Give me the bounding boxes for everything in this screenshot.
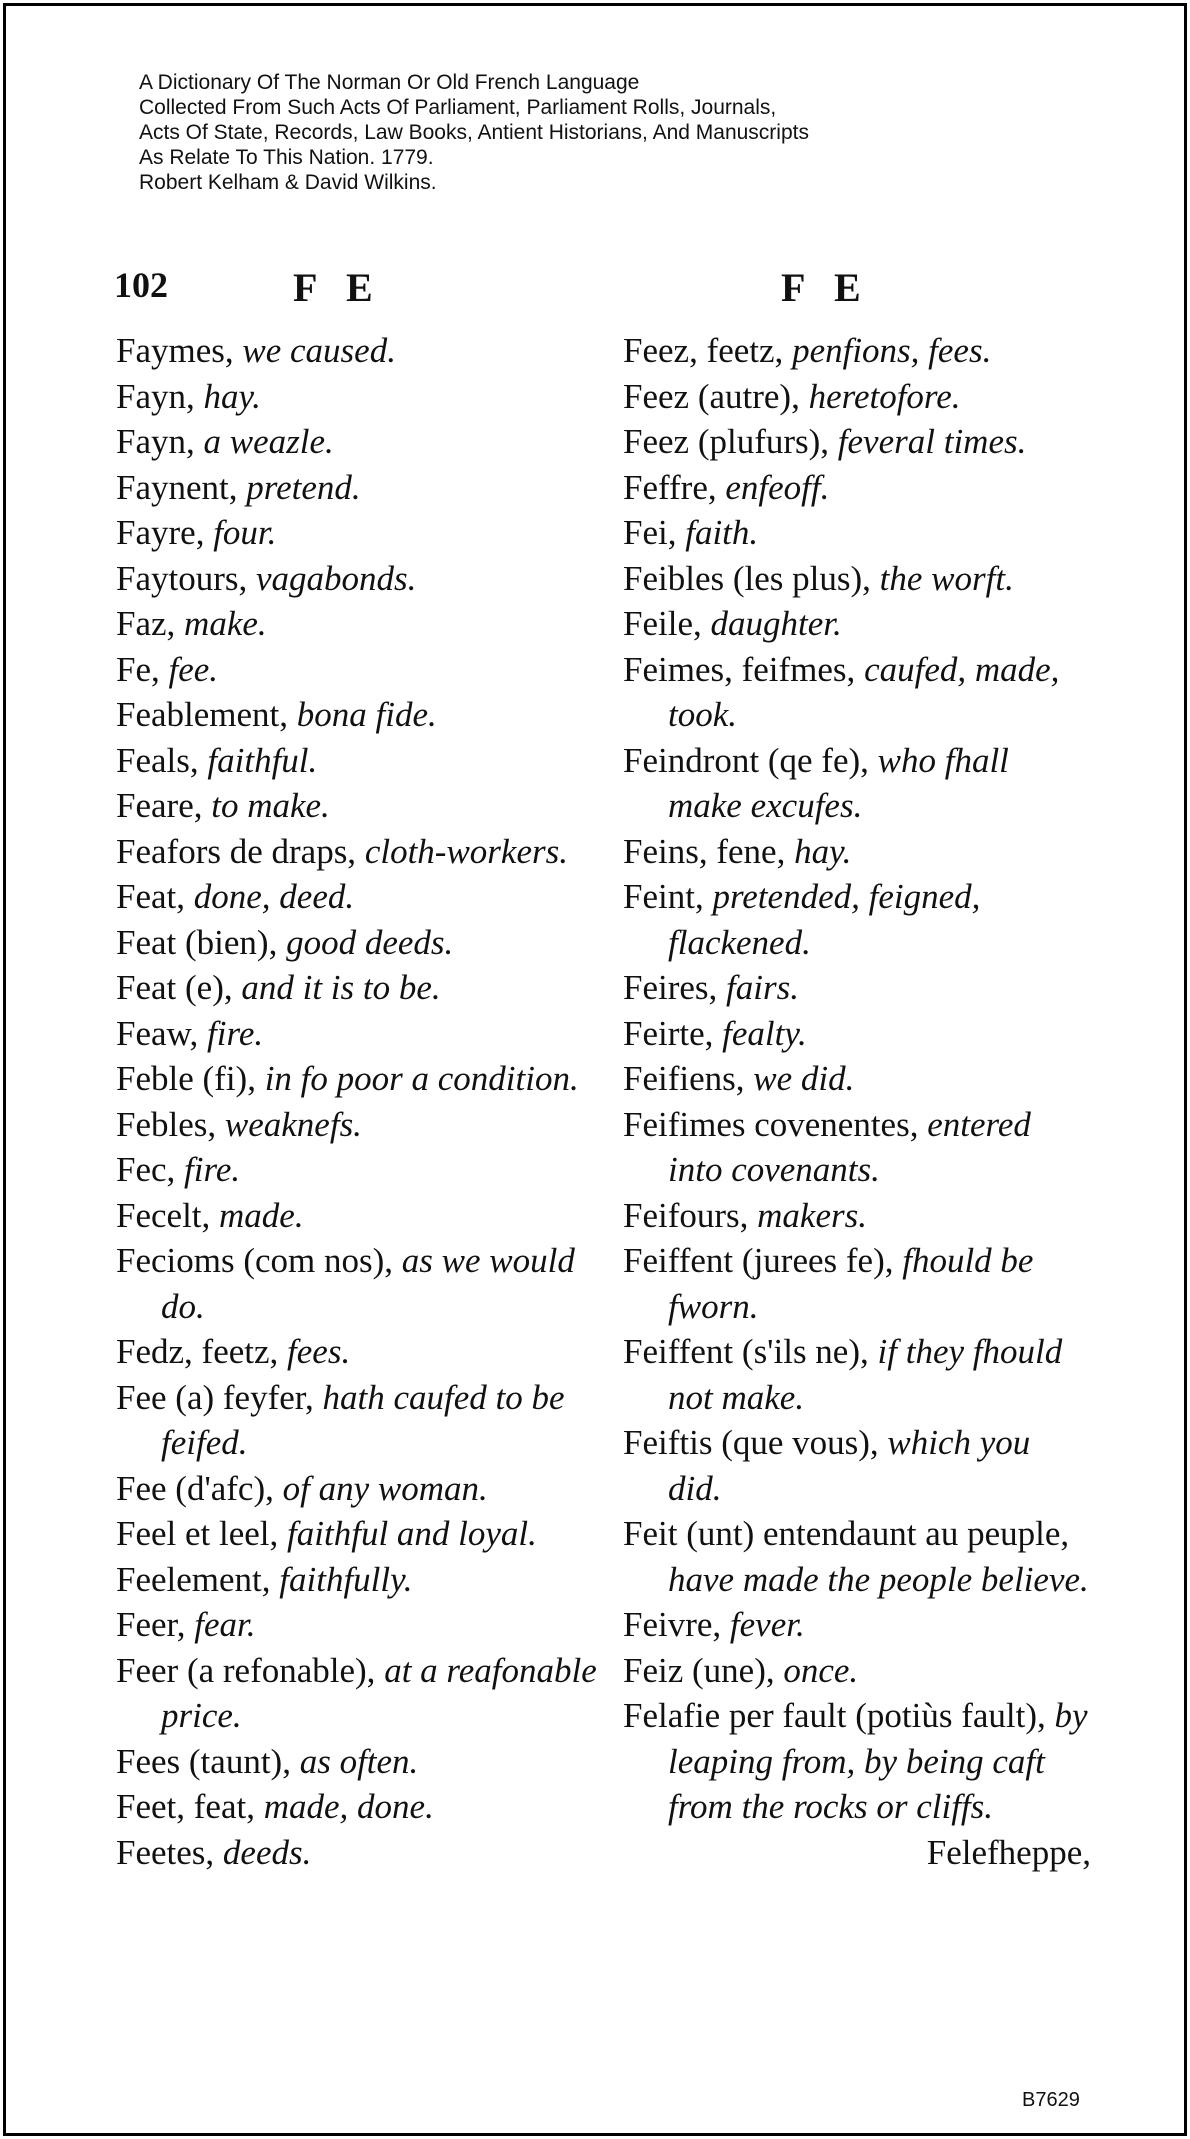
dictionary-entry bbox=[623, 556, 1091, 602]
entry-headword: Fees (taunt), bbox=[116, 1741, 291, 1781]
entry-headword: Feindront (qe fe), bbox=[623, 740, 869, 780]
dictionary-entry bbox=[116, 328, 606, 374]
dictionary-entry bbox=[116, 1466, 606, 1512]
dictionary-entry bbox=[116, 1648, 606, 1739]
entry-headword: Feires, bbox=[623, 968, 718, 1007]
dictionary-entry bbox=[116, 1511, 606, 1557]
entry-gloss: done, deed. bbox=[193, 877, 355, 916]
caption-line: As Relate To This Nation. 1779. bbox=[139, 146, 434, 169]
dictionary-entry bbox=[623, 1693, 1091, 1830]
page-number: 102 bbox=[114, 265, 168, 305]
entry-headword: Fee (a) feyfer, bbox=[116, 1377, 314, 1417]
entry-headword: Fei, bbox=[623, 513, 677, 552]
entry-gloss: daughter. bbox=[710, 604, 842, 643]
caption-block bbox=[139, 70, 809, 195]
dictionary-entry bbox=[623, 1648, 1091, 1694]
entry-headword: Feivre, bbox=[623, 1605, 722, 1644]
dictionary-entry bbox=[623, 1420, 1091, 1511]
entry-gloss: faithfully. bbox=[279, 1559, 413, 1599]
entry-headword: Feez, feetz, bbox=[623, 331, 784, 370]
dictionary-entry bbox=[623, 874, 1091, 965]
dictionary-entry bbox=[116, 738, 606, 784]
dictionary-entry bbox=[116, 374, 606, 420]
entry-headword: Feer (a refonable), bbox=[116, 1650, 376, 1690]
entry-headword: Feffre, bbox=[623, 467, 717, 507]
dictionary-entry bbox=[623, 601, 1091, 647]
entry-gloss: if they fhould not make. bbox=[668, 1332, 1063, 1417]
dictionary-entry bbox=[116, 965, 606, 1011]
entry-gloss: pretend. bbox=[246, 467, 361, 507]
entry-headword: Faz, bbox=[116, 604, 176, 643]
entry-headword: Feit (unt) entendaunt au peuple, bbox=[623, 1514, 1070, 1553]
entry-headword: Febles, bbox=[116, 1104, 217, 1144]
entry-gloss: hay. bbox=[203, 376, 261, 416]
entry-gloss: who fhall make excufes. bbox=[668, 740, 1009, 825]
entry-gloss: to make. bbox=[211, 786, 330, 825]
entry-headword: Fedz, feetz, bbox=[116, 1332, 279, 1371]
entry-headword: Feet, feat, bbox=[116, 1787, 255, 1826]
entry-gloss: we did. bbox=[753, 1059, 855, 1098]
dictionary-entry bbox=[116, 1147, 606, 1193]
dictionary-entry bbox=[623, 1329, 1091, 1420]
dictionary-entry bbox=[116, 829, 606, 875]
entry-headword: Feiz (une), bbox=[623, 1650, 775, 1690]
entry-headword: Feetes, bbox=[116, 1832, 215, 1872]
dictionary-entry bbox=[116, 647, 606, 693]
dictionary-entry bbox=[623, 965, 1091, 1011]
entry-headword: Feibles (les plus), bbox=[623, 558, 871, 598]
entry-headword: Feare, bbox=[116, 786, 203, 825]
dictionary-entry bbox=[116, 510, 606, 556]
entry-gloss: fee. bbox=[168, 649, 219, 689]
dictionary-entry bbox=[623, 419, 1091, 465]
entry-gloss: faithful and loyal. bbox=[287, 1514, 537, 1553]
entry-headword: Fe, bbox=[116, 649, 160, 689]
entry-headword: Feablement, bbox=[116, 695, 289, 734]
entry-headword: Feiffent (jurees fe), bbox=[623, 1241, 894, 1280]
entry-gloss: cloth-workers. bbox=[364, 831, 568, 871]
entry-headword: Feaw, bbox=[116, 1013, 199, 1053]
dictionary-entry bbox=[116, 556, 606, 602]
entry-headword: Feifours, bbox=[623, 1195, 749, 1235]
dictionary-entry bbox=[116, 1830, 606, 1876]
entry-gloss: and it is to be. bbox=[241, 968, 441, 1007]
entry-gloss: hay. bbox=[794, 831, 852, 871]
entry-headword: Feat, bbox=[116, 877, 186, 916]
entry-headword: Feel et leel, bbox=[116, 1514, 279, 1553]
entry-gloss: hath caufed to be feifed. bbox=[161, 1377, 565, 1462]
entry-headword: Feer, bbox=[116, 1605, 186, 1644]
entry-gloss: fairs. bbox=[726, 968, 799, 1007]
entry-gloss: vagabonds. bbox=[256, 558, 417, 598]
entry-headword: Feez (plufurs), bbox=[623, 422, 830, 461]
dictionary-entry bbox=[116, 419, 606, 465]
entry-headword: Fayn, bbox=[116, 422, 195, 461]
dictionary-entry bbox=[623, 465, 1091, 511]
dictionary-entry bbox=[116, 1375, 606, 1466]
running-head-left: F E bbox=[293, 265, 383, 310]
entry-gloss: weaknefs. bbox=[224, 1104, 362, 1144]
entry-gloss: heretofore. bbox=[808, 376, 961, 416]
entry-gloss: make. bbox=[184, 604, 267, 643]
entry-gloss: makers. bbox=[757, 1195, 867, 1235]
entry-gloss: the worft. bbox=[879, 558, 1014, 598]
entry-gloss: penfions, fees. bbox=[792, 331, 992, 370]
entry-gloss: bona fide. bbox=[296, 695, 437, 734]
dictionary-entry bbox=[623, 1193, 1091, 1239]
entry-headword: Faytours, bbox=[116, 558, 248, 598]
entry-headword: Feat (bien), bbox=[116, 922, 278, 962]
caption-line: Robert Kelham & David Wilkins. bbox=[139, 171, 437, 194]
entry-gloss: as often. bbox=[299, 1741, 419, 1781]
dictionary-entry bbox=[623, 1056, 1091, 1102]
dictionary-entry bbox=[116, 1102, 606, 1148]
dictionary-page bbox=[3, 3, 1187, 2136]
dictionary-entry bbox=[116, 1056, 606, 1102]
entry-gloss: fealty. bbox=[722, 1013, 807, 1053]
entry-gloss: fire. bbox=[207, 1013, 264, 1053]
caption-line: Collected From Such Acts Of Parliament, Parliament Rolls, Journals, bbox=[139, 96, 777, 119]
image-id-mark: B7629 bbox=[1022, 2089, 1080, 2111]
entry-gloss: faith. bbox=[685, 513, 759, 552]
catchword: Felefheppe, bbox=[926, 1832, 1091, 1872]
entry-headword: Felafie per fault (potiùs fault), bbox=[623, 1696, 1046, 1735]
entry-gloss: pretended, feigned, flackened. bbox=[668, 877, 981, 962]
entry-headword: Feat (e), bbox=[116, 968, 233, 1007]
entry-headword: Feint, bbox=[623, 877, 704, 916]
entry-headword: Feins, fene, bbox=[623, 831, 786, 871]
entry-gloss: caufed, made, took. bbox=[668, 649, 1060, 734]
dictionary-entry bbox=[116, 601, 606, 647]
entry-gloss: fire. bbox=[184, 1150, 241, 1189]
entry-gloss: entered into covenants. bbox=[668, 1104, 1031, 1189]
entry-gloss: at a reafonable price. bbox=[161, 1650, 597, 1735]
entry-gloss: feveral times. bbox=[837, 422, 1027, 461]
entry-headword: Feiftis (que vous), bbox=[623, 1423, 879, 1462]
entry-headword: Feifimes covenentes, bbox=[623, 1104, 919, 1144]
dictionary-entry bbox=[116, 874, 606, 920]
entry-headword: Fayn, bbox=[116, 376, 195, 416]
entry-gloss: by leaping from, by being caft from the rocks or cliffs. bbox=[668, 1696, 1088, 1826]
entry-headword: Feimes, feifmes, bbox=[623, 649, 856, 689]
dictionary-entry bbox=[116, 1784, 606, 1830]
dictionary-entry bbox=[623, 1011, 1091, 1057]
entry-gloss: fear. bbox=[194, 1605, 256, 1644]
dictionary-entry bbox=[623, 647, 1091, 738]
entry-headword: Faynent, bbox=[116, 467, 238, 507]
entry-headword: Fayre, bbox=[116, 513, 205, 552]
dictionary-entry bbox=[623, 1102, 1091, 1193]
entry-headword: Fee (d'afc), bbox=[116, 1468, 274, 1508]
entry-gloss: we caused. bbox=[242, 331, 396, 370]
entry-headword: Feifiens, bbox=[623, 1059, 745, 1098]
entry-headword: Feirte, bbox=[623, 1013, 714, 1053]
dictionary-entry bbox=[623, 510, 1091, 556]
running-head-right: F E bbox=[781, 265, 871, 310]
dictionary-entry bbox=[116, 1557, 606, 1603]
dictionary-entry bbox=[623, 374, 1091, 420]
caption-line: A Dictionary Of The Norman Or Old French Language bbox=[139, 71, 640, 94]
entry-gloss: made. bbox=[219, 1195, 304, 1235]
entry-headword: Feals, bbox=[116, 740, 199, 780]
entry-gloss: once. bbox=[783, 1650, 859, 1690]
dictionary-entry bbox=[116, 1739, 606, 1785]
entry-headword: Fecelt, bbox=[116, 1195, 211, 1235]
entry-headword: Faymes, bbox=[116, 331, 234, 370]
entry-headword: Fecioms (com nos), bbox=[116, 1241, 394, 1280]
entry-gloss: a weazle. bbox=[203, 422, 334, 461]
entry-headword: Feble (fi), bbox=[116, 1059, 256, 1098]
entry-gloss: as we would do. bbox=[161, 1241, 575, 1326]
entry-headword: Feile, bbox=[623, 604, 702, 643]
entry-headword: Feiffent (s'ils ne), bbox=[623, 1332, 869, 1371]
entry-headword: Fec, bbox=[116, 1150, 176, 1189]
entry-headword: Feez (autre), bbox=[623, 376, 800, 416]
left-column bbox=[116, 328, 606, 1875]
dictionary-entry bbox=[623, 1602, 1091, 1648]
dictionary-entry bbox=[116, 1193, 606, 1239]
dictionary-entry bbox=[116, 920, 606, 966]
entry-gloss: good deeds. bbox=[286, 922, 454, 962]
entry-gloss: faithful. bbox=[207, 740, 318, 780]
entry-gloss: fhould be fworn. bbox=[668, 1241, 1034, 1326]
dictionary-entry bbox=[623, 1238, 1091, 1329]
entry-gloss: fees. bbox=[287, 1332, 351, 1371]
entry-gloss: deeds. bbox=[222, 1832, 312, 1872]
entry-gloss: of any woman. bbox=[282, 1468, 488, 1508]
entry-gloss: fever. bbox=[729, 1605, 805, 1644]
entry-headword: Feelement, bbox=[116, 1559, 271, 1599]
dictionary-entry bbox=[623, 738, 1091, 829]
entry-headword: Feafors de draps, bbox=[116, 831, 357, 871]
entry-gloss: in fo poor a condition. bbox=[264, 1059, 579, 1098]
dictionary-entry bbox=[116, 1238, 606, 1329]
entry-gloss: have made the people believe. bbox=[668, 1559, 1089, 1599]
dictionary-entry bbox=[623, 1511, 1091, 1602]
entry-gloss: which you did. bbox=[668, 1423, 1031, 1508]
entry-gloss: made, done. bbox=[263, 1787, 434, 1826]
dictionary-entry bbox=[623, 328, 1091, 374]
entry-gloss: enfeoff. bbox=[725, 467, 830, 507]
dictionary-entry bbox=[116, 692, 606, 738]
dictionary-entry bbox=[623, 829, 1091, 875]
dictionary-entry bbox=[116, 465, 606, 511]
dictionary-entry bbox=[116, 1011, 606, 1057]
caption-line: Acts Of State, Records, Law Books, Antient Historians, And Manuscripts bbox=[139, 121, 809, 144]
dictionary-entry bbox=[116, 1602, 606, 1648]
dictionary-entry bbox=[116, 1329, 606, 1375]
entry-gloss: four. bbox=[213, 513, 277, 552]
right-column bbox=[623, 328, 1091, 1875]
dictionary-entry bbox=[116, 783, 606, 829]
